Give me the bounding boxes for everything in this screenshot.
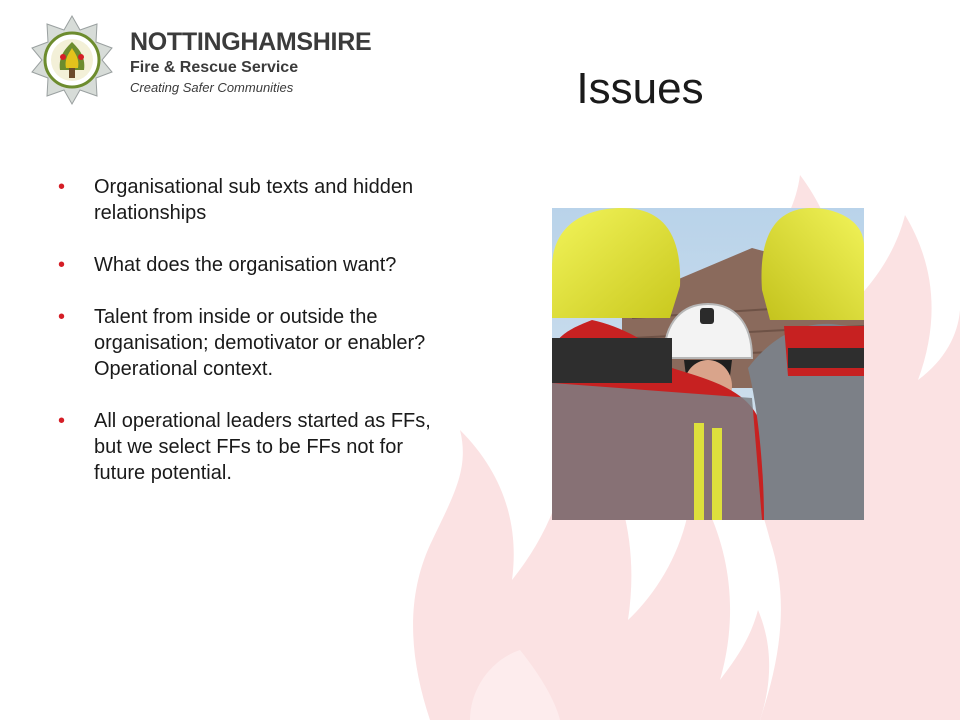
bullet-text: Organisational sub texts and hidden relationships	[94, 176, 414, 224]
logo-organisation-name: NOTTINGHAMSHIRE	[130, 28, 372, 56]
logo-service-name: Fire & Rescue Service	[130, 59, 299, 76]
bullet-list	[58, 174, 458, 486]
bullet-marker-icon: •	[58, 176, 66, 198]
slide-title: Issues	[576, 64, 704, 113]
firefighters-photo	[552, 208, 864, 520]
bullet-item	[58, 252, 458, 278]
bullet-item	[58, 304, 458, 382]
bullet-text: What does the organisation want?	[94, 254, 397, 276]
bullet-marker-icon: •	[58, 306, 66, 328]
logo-tagline: Creating Safer Communities	[130, 80, 294, 95]
bullet-marker-icon: •	[58, 254, 66, 276]
fire-service-crest-icon	[22, 14, 122, 106]
bullet-marker-icon: •	[58, 410, 66, 432]
brand-logo	[22, 14, 372, 106]
bullet-item	[58, 174, 458, 226]
bullet-text: All operational leaders started as FFs, but we select FFs to be FFs not for future potential.	[94, 410, 431, 484]
bullet-text: Talent from inside or outside the organisation; demotivator or enabler? Operational context.	[94, 306, 426, 380]
bullet-item	[58, 408, 458, 486]
